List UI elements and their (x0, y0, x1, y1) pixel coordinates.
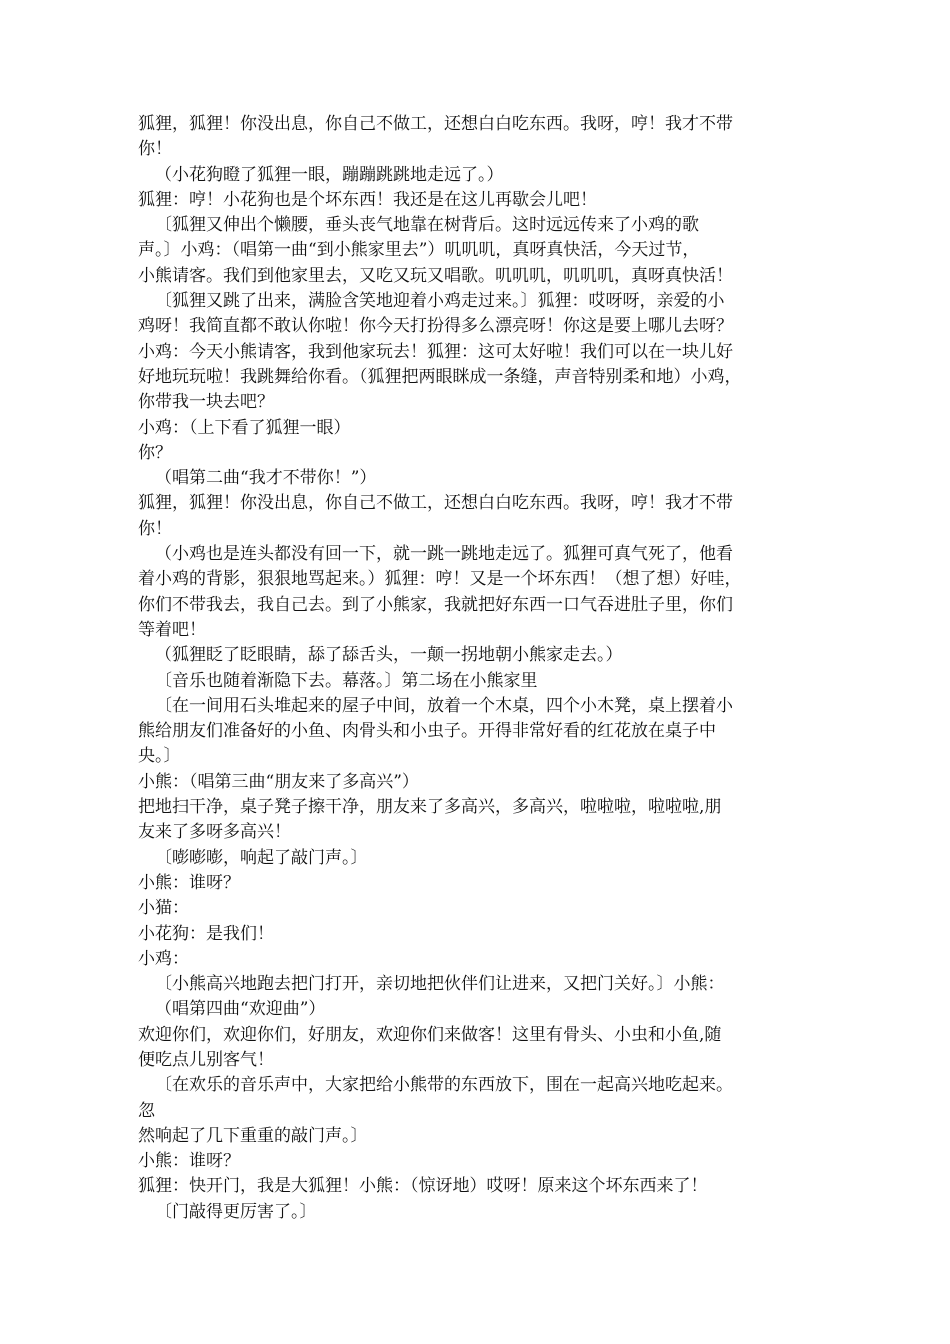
text-line: 等着吧！ (138, 619, 206, 640)
text-line: 把地扫干净，桌子凳子擦干净，朋友来了多高兴，多高兴，啦啦啦，啦啦啦,朋 (138, 797, 722, 818)
text-line: 小鸡：（上下看了狐狸一眼） (138, 417, 351, 438)
text-line: 你带我一块去吧？ (138, 392, 274, 413)
text-line: （狐狸眨了眨眼睛，舔了舔舌头，一颠一拐地朝小熊家走去。） (155, 645, 623, 666)
text-line: 你！ (138, 139, 172, 160)
text-line: 小熊：（唱第三曲“朋友来了多高兴”） (138, 771, 419, 792)
text-line: 友来了多呀多高兴！ (138, 822, 291, 843)
text-line: 〔门敲得更厉害了。〕 (155, 1201, 317, 1222)
text-line: 声。〕小鸡：（唱第一曲“到小熊家里去”）叽叽叽，真呀真快活，今天过节， (138, 240, 700, 261)
text-line: 你们不带我去，我自己去。到了小熊家，我就把好东西一口气吞进肚子里，你们 (138, 594, 733, 615)
text-line: 鸡呀！我简直都不敢认你啦！你今天打扮得多么漂亮呀！你这是要上哪儿去呀？ (138, 316, 733, 337)
text-line: 央。〕 (138, 746, 181, 767)
text-line: 狐狸：快开门，我是大狐狸！小熊：（惊讶地）哎呀！原来这个坏东西来了！ (138, 1176, 708, 1197)
text-line: 好地玩玩啦！我跳舞给你看。（狐狸把两眼眯成一条缝，声音特别柔和地）小鸡， (138, 366, 742, 387)
text-line: 小熊：谁呀？ (138, 872, 240, 893)
text-line: 然响起了几下重重的敲门声。〕 (138, 1125, 368, 1146)
text-line: （唱第二曲“我才不带你！”） (155, 468, 377, 489)
text-line: 〔狐狸又伸出个懒腰，垂头丧气地靠在树背后。这时远远传来了小鸡的歌 (155, 215, 699, 236)
text-line: （小花狗瞪了狐狸一眼，蹦蹦跳跳地走远了。） (155, 164, 504, 185)
text-line: （小鸡也是连头都没有回一下，就一跳一跳地走远了。狐狸可真气死了，他看 (155, 544, 733, 565)
text-line: 狐狸，狐狸！你没出息，你自己不做工，还想白白吃东西。我呀，哼！我才不带 (138, 493, 733, 514)
text-line: 狐狸，狐狸！你没出息，你自己不做工，还想白白吃东西。我呀，哼！我才不带 (138, 114, 733, 134)
text-line: 着小鸡的背影，狠狠地骂起来。）狐狸：哼！又是一个坏东西！（想了想）好哇， (138, 569, 742, 590)
text-line: 〔在一间用石头堆起来的屋子中间，放着一个木桌，四个小木凳，桌上摆着小 (155, 695, 733, 716)
text-line: 欢迎你们，欢迎你们，好朋友，欢迎你们来做客！这里有骨头、小虫和小鱼,随 (138, 1024, 722, 1045)
text-line: 小花狗：是我们！ (138, 923, 274, 944)
text-line: 你？ (138, 442, 172, 463)
text-line: 小鸡： (138, 948, 189, 969)
text-line: 〔在欢乐的音乐声中，大家把给小熊带的东西放下，围在一起高兴地吃起来。 (155, 1075, 733, 1096)
text-line: 狐狸：哼！小花狗也是个坏东西！我还是在这儿再歇会儿吧！ (138, 189, 597, 210)
text-line: 忽 (138, 1100, 155, 1121)
text-line: 〔嘭嘭嘭，响起了敲门声。〕 (155, 847, 368, 868)
text-line: （唱第四曲“欢迎曲”） (155, 999, 326, 1020)
text-line: 〔狐狸又跳了出来，满脸含笑地迎着小鸡走过来。〕狐狸：哎呀呀，亲爱的小 (155, 291, 725, 312)
text-line: 小猫： (138, 898, 189, 919)
text-line: 小鸡：今天小熊请客，我到他家玩去！狐狸：这可太好啦！我们可以在一块儿好 (138, 341, 733, 362)
text-line: 小熊：谁呀？ (138, 1151, 240, 1172)
text-line: 你！ (138, 518, 172, 539)
text-line: 熊给朋友们准备好的小鱼、肉骨头和小虫子。开得非常好看的红花放在桌子中 (138, 721, 716, 742)
text-line: 〔小熊高兴地跑去把门打开，亲切地把伙伴们让进来，又把门关好。〕小熊： (155, 974, 725, 995)
text-line: 小熊请客。我们到他家里去，又吃又玩又唱歌。叽叽叽，叽叽叽，真呀真快活！ (138, 265, 733, 286)
text-line: 〔音乐也随着渐隐下去。幕落。〕第二场在小熊家里 (155, 670, 538, 691)
text-line: 便吃点儿别客气！ (138, 1049, 274, 1070)
script-text-body (138, 112, 818, 1225)
